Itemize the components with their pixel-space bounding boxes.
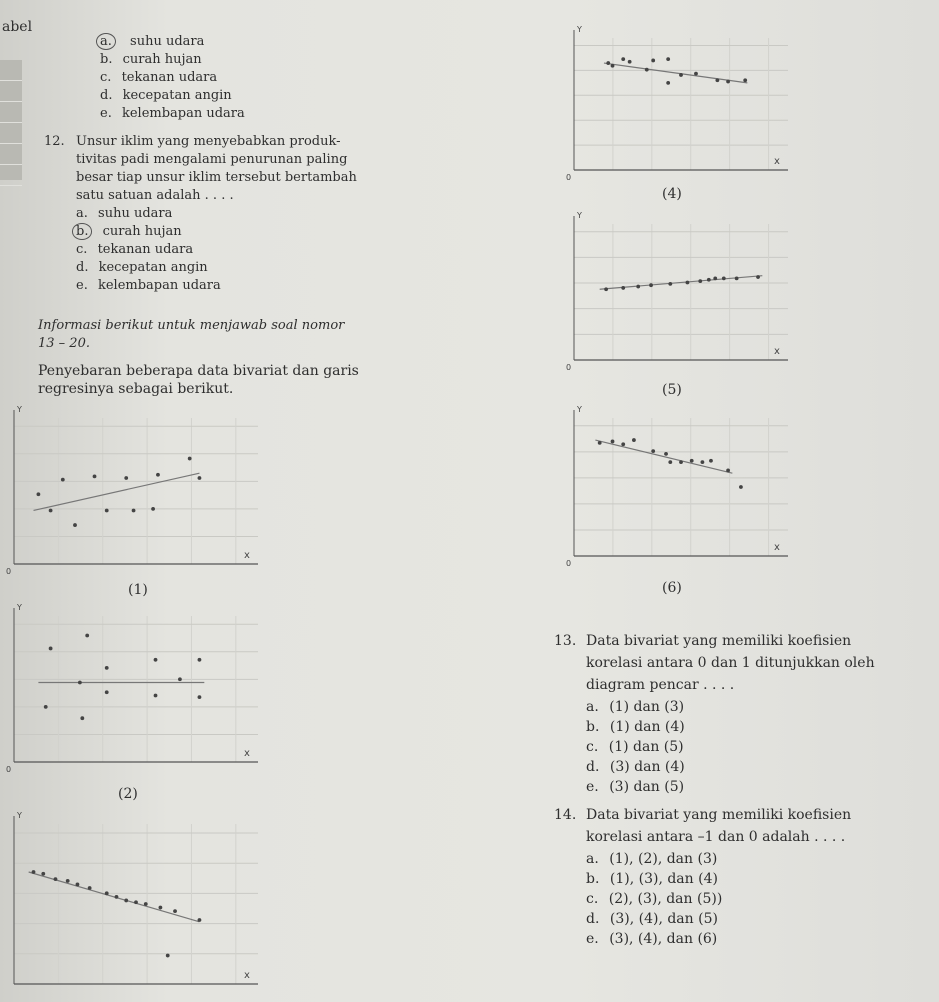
grid (14, 616, 258, 762)
data-point (715, 78, 719, 82)
origin-label: 0 (566, 363, 572, 372)
x-axis-label: x (244, 550, 250, 561)
data-point (756, 275, 760, 279)
data-point (93, 475, 97, 479)
y-axis-label: Y (577, 25, 582, 34)
data-point (154, 658, 158, 662)
regression-line (595, 440, 732, 473)
data-point (37, 492, 41, 496)
data-point (166, 954, 170, 958)
data-point (651, 59, 655, 63)
q12-line-3: besar tiap unsur iklim tersebut bertambah (76, 170, 357, 185)
origin-label: 0 (6, 567, 12, 576)
q13-option-e[interactable]: e. (3) dan (5) (586, 779, 685, 795)
data-point (743, 78, 747, 82)
data-point (198, 476, 202, 480)
q13-line-2: korelasi antara 0 dan 1 ditunjukkan oleh (586, 655, 875, 671)
y-axis-label: Y (17, 405, 22, 414)
data-point (679, 460, 683, 464)
q11-option-d[interactable]: d. kecepatan angin (100, 88, 232, 103)
q14-line-1: Data bivariat yang memiliki koefisien (586, 807, 852, 823)
q14-option-b[interactable]: b. (1), (3), dan (4) (586, 871, 718, 887)
data-point (124, 476, 128, 480)
data-point (668, 282, 672, 286)
data-point (156, 473, 160, 477)
q14-option-e[interactable]: e. (3), (4), dan (6) (586, 931, 718, 947)
data-point (636, 285, 640, 289)
data-point (621, 57, 625, 61)
left-page-edge (0, 60, 22, 180)
data-point (105, 891, 109, 895)
data-point (54, 877, 58, 881)
info-line-1: Informasi berikut untuk menjawab soal nomor (38, 318, 345, 333)
data-point (73, 523, 77, 527)
header-fragment: abel (2, 19, 33, 35)
data-point (115, 895, 119, 899)
y-axis-label: Y (17, 603, 22, 612)
data-point (105, 666, 109, 670)
data-point (44, 705, 48, 709)
data-point (713, 277, 717, 281)
q11-option-b[interactable]: b. curah hujan (100, 52, 202, 67)
data-point (76, 883, 80, 887)
intro-line-2: regresinya sebagai berikut. (38, 381, 234, 397)
data-point (726, 469, 730, 473)
data-point (606, 61, 610, 65)
data-point (651, 449, 655, 453)
data-point (666, 57, 670, 61)
x-axis-label: x (774, 542, 780, 553)
data-point (686, 281, 690, 285)
data-point (726, 80, 730, 84)
data-point (694, 72, 698, 76)
scatter-plot-5 (560, 208, 800, 378)
x-axis-label: x (244, 970, 250, 981)
q12-number: 12. (44, 134, 65, 149)
scatter-plot-2 (0, 600, 270, 780)
q12-option-e[interactable]: e. kelembapan udara (76, 278, 221, 293)
q12-option-d[interactable]: d. kecepatan angin (76, 260, 208, 275)
q13-option-c[interactable]: c. (1) dan (5) (586, 739, 684, 755)
data-point (198, 695, 202, 699)
data-point (645, 68, 649, 72)
q11-option-e[interactable]: e. kelembapan udara (100, 106, 245, 121)
y-axis-label: Y (577, 211, 582, 220)
data-point (88, 886, 92, 890)
data-point (66, 879, 70, 883)
data-point (188, 457, 192, 461)
regression-line (604, 63, 747, 83)
q12-option-b[interactable]: b. curah hujan (76, 224, 182, 240)
data-point (178, 677, 182, 681)
x-axis-label: x (774, 156, 780, 167)
data-point (78, 681, 82, 685)
origin-label: 0 (566, 173, 572, 182)
origin-label: 0 (6, 765, 12, 774)
data-point (144, 902, 148, 906)
data-point (611, 440, 615, 444)
y-axis-label: Y (17, 811, 22, 820)
chart-caption-1: (1) (128, 582, 148, 598)
q14-line-2: korelasi antara –1 dan 0 adalah . . . . (586, 829, 846, 845)
data-point (32, 870, 36, 874)
data-point (739, 485, 743, 489)
grid (574, 38, 788, 170)
data-point (124, 899, 128, 903)
grid (574, 418, 788, 556)
data-point (173, 909, 177, 913)
data-point (85, 634, 89, 638)
data-point (198, 658, 202, 662)
data-point (621, 286, 625, 290)
data-point (604, 287, 608, 291)
q14-number: 14. (554, 807, 577, 823)
data-point (49, 647, 53, 651)
data-point (61, 478, 65, 482)
grid (574, 224, 788, 360)
x-axis-label: x (244, 748, 250, 759)
data-point (598, 441, 602, 445)
q13-option-d[interactable]: d. (3) dan (4) (586, 759, 685, 775)
data-point (701, 460, 705, 464)
q13-option-b[interactable]: b. (1) dan (4) (586, 719, 685, 735)
data-point (707, 278, 711, 282)
data-point (664, 452, 668, 456)
data-point (151, 507, 155, 511)
data-point (80, 716, 84, 720)
scatter-plot-3 (0, 808, 270, 1002)
q12-option-c[interactable]: c. tekanan udara (76, 242, 194, 257)
data-point (134, 900, 138, 904)
q12-line-1: Unsur iklim yang menyebabkan produk- (76, 134, 341, 149)
q13-option-a[interactable]: a. (1) dan (3) (586, 699, 685, 715)
data-point (154, 694, 158, 698)
data-point (649, 283, 653, 287)
x-axis-label: x (774, 346, 780, 357)
data-point (668, 460, 672, 464)
data-point (611, 64, 615, 68)
data-point (198, 918, 202, 922)
data-point (722, 277, 726, 281)
q11-option-a[interactable]: a. suhu udara (100, 34, 204, 50)
chart-caption-2: (2) (118, 786, 138, 802)
y-axis-label: Y (577, 405, 582, 414)
chart-caption-4: (4) (662, 186, 682, 202)
q13-line-3: diagram pencar . . . . (586, 677, 735, 693)
data-point (49, 509, 53, 513)
data-point (105, 690, 109, 694)
origin-label: 0 (566, 559, 572, 568)
q14-option-d[interactable]: d. (3), (4), dan (5) (586, 911, 718, 927)
data-point (698, 279, 702, 283)
grid (14, 418, 258, 564)
scatter-plot-6 (560, 402, 800, 574)
q11-option-c[interactable]: c. tekanan udara (100, 70, 218, 85)
q12-line-2: tivitas padi mengalami penurunan paling (76, 152, 348, 167)
data-point (41, 872, 45, 876)
data-point (690, 459, 694, 463)
data-point (105, 509, 109, 513)
data-point (621, 442, 625, 446)
data-point (159, 906, 163, 910)
q14-option-a[interactable]: a. (1), (2), dan (3) (586, 851, 718, 867)
data-point (132, 509, 136, 513)
data-point (628, 60, 632, 64)
scatter-plot-4 (560, 22, 800, 188)
data-point (735, 277, 739, 281)
data-point (679, 73, 683, 77)
chart-caption-6: (6) (662, 580, 682, 596)
q14-option-c[interactable]: c. (2), (3), dan (5)) (586, 891, 723, 907)
data-point (709, 459, 713, 463)
scatter-plot-1 (0, 402, 270, 582)
info-line-2: 13 – 20. (38, 336, 90, 351)
data-point (666, 81, 670, 85)
chart-caption-5: (5) (662, 382, 682, 398)
q13-line-1: Data bivariat yang memiliki koefisien (586, 633, 852, 649)
q12-line-4: satu satuan adalah . . . . (76, 188, 234, 203)
data-point (632, 438, 636, 442)
q12-option-a[interactable]: a. suhu udara (76, 206, 173, 221)
q13-number: 13. (554, 633, 577, 649)
intro-line-1: Penyebaran beberapa data bivariat dan garis (38, 363, 359, 379)
